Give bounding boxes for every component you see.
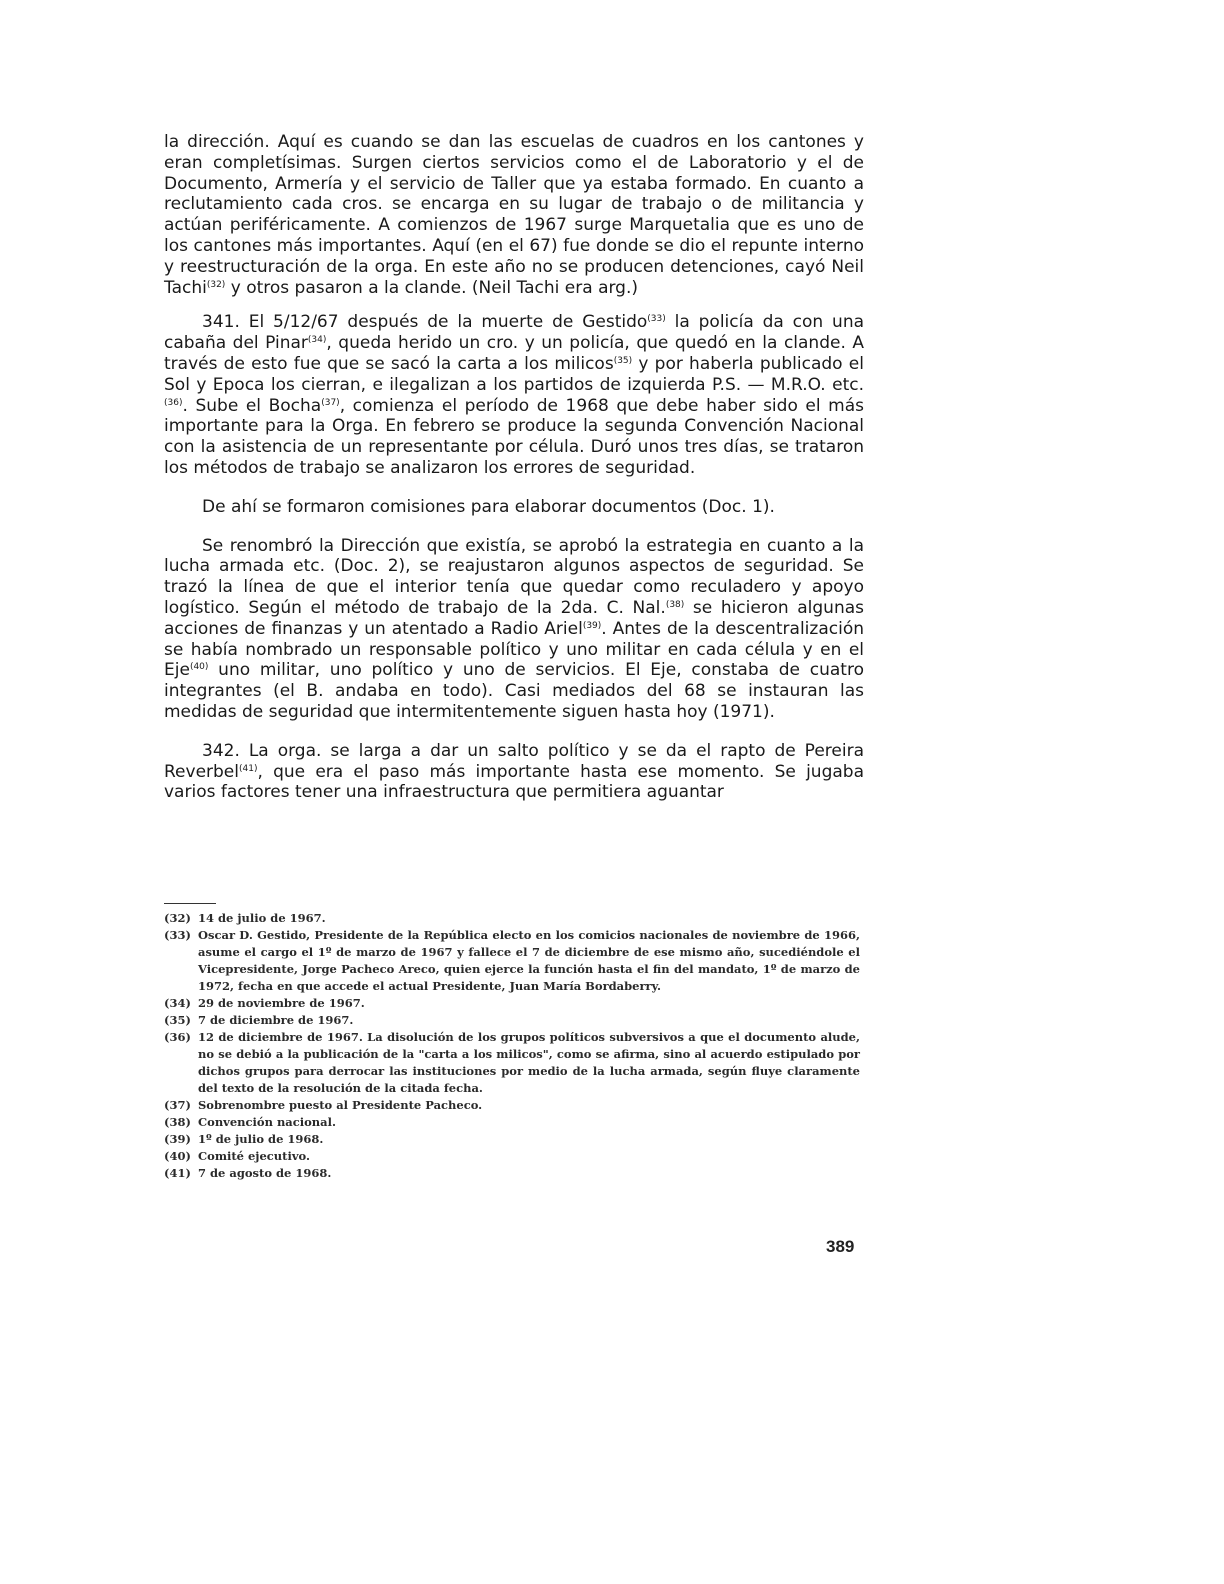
paragraph-341: 341. El 5/12/67 después de la muerte de Gestido$^{(33)}$ la policía da con una cabaña del Pinar$^{(34)}$, queda herido un cro. y un policía, que quedó en la clande. A través de esto fue que se sacó la carta a los milicos$^{(35)}$ y por haberla publicado el Sol y Epoca los cierran, e ilegalizan a los partidos de izquierda P.S. — M.R.O. etc.$^{(36)}$. Sube el Bocha$^{(37)}$, comienza el período de 1968 que debe haber sido el más importante para la Orga. En febrero se produce la segunda Convención Nacional con la asistencia de un representante por célula. Duró unos tres días, se trataron los métodos de trabajo se analizaron los errores de seguridad. — [164, 312, 865, 478]
footnote-ref: (34) — [307, 335, 327, 346]
footnote: (36) 12 de diciembre de 1967. La disolución de los grupos políticos subversivos a que el documento alude, no se debió a la publicación de la "carta a los milicos", como se afirma, sino al acuerdo estipulado por dichos grupos para derrocar las instituciones por medio de la lucha armada, según fluye claramente del texto de la resolución de la citada fecha. — [164, 1030, 860, 1095]
footnote: (40) Comité ejecutivo. — [164, 1149, 310, 1163]
footnote: (35) 7 de diciembre de 1967. — [164, 1013, 354, 1027]
footnote-ref: (40) — [189, 662, 209, 673]
footnote-divider — [164, 903, 216, 904]
footnote: (38) Convención nacional. — [164, 1115, 336, 1129]
footnote-ref: (36) — [164, 397, 183, 408]
footnote: (37) Sobrenombre puesto al Presidente Pacheco. — [164, 1098, 483, 1112]
paragraph: Se renombró la Dirección que existía, se aprobó la estrategia en cuanto a la lucha armada etc. (Doc. 2), se reajustaron algunos aspectos de seguridad. Se trazó la línea de que el interior tenía que quedar como reculadero y apoyo logístico. Según el método de trabajo de la 2da. C. Nal.$^{(38)}$ se hicieron algunas acciones de finanzas y un atentado a Radio Ariel$^{(39)}$. Antes de la descentralización se había nombrado un responsable político y uno militar en cada célula y en el Eje$^{(40)}$ uno militar, uno político y uno de servicios. El Eje, constaba de cuatro integrantes (el B. andaba en todo). Casi mediados del 68 se instauran las medidas de seguridad que intermitentemente siguen hasta hoy (1971). — [164, 535, 864, 722]
footnotes — [164, 910, 860, 1182]
footnote: (33) Oscar D. Gestido, Presidente de la República electo en los comicios nacionales de noviembre de 1966, asume el cargo el 1º de marzo de 1967 y fallece el 7 de diciembre de ese mismo año, sucediéndole el Vicepresidente, Jorge Pacheco Areco, quien ejerce la función hasta el fin del mandato, 1º de marzo de 1972, fecha en que accede el actual Presidente, Juan María Bordaberry. — [164, 928, 860, 993]
footnote-ref: (32) — [206, 279, 226, 290]
paragraph: De ahí se formaron comisiones para elaborar documentos (Doc. 1). — [202, 496, 775, 517]
footnote: (32) 14 de julio de 1967. — [164, 911, 326, 925]
footnote: (34) 29 de noviembre de 1967. — [164, 996, 365, 1010]
paragraph-342: 342. La orga. se larga a dar un salto político y se da el rapto de Pereira Reverbel$^{(41)}$, que era el paso más importante hasta ese momento. Se jugaba varios factores tener una infraestructura que permitiera aguantar — [164, 740, 864, 803]
main-text — [164, 132, 864, 803]
footnote: (41) 7 de agosto de 1968. — [164, 1166, 332, 1180]
page-number: 389 — [826, 1237, 855, 1256]
footnote-ref: (41) — [239, 763, 258, 774]
footnote: (39) 1º de julio de 1968. — [164, 1132, 324, 1146]
paragraph: la dirección. Aquí es cuando se dan las escuelas de cuadros en los cantones y eran completísimas. Surgen ciertos servicios como el de Laboratorio y el de Documento, Armería y el servicio de Taller que ya estaba formado. En cuanto a reclutamiento cada cros. se encarga en su lugar de trabajo o de militancia y actúan periféricamente. A comienzos de 1967 surge Marquetalia que es uno de los cantones más importantes. Aquí (en el 67) fue donde se dio el repunte interno y reestructuración de la orga. En este año no se producen detenciones, cayó Neil Tachi$^{(32)}$ y otros pasaron a la clande. (Neil Tachi era arg.) — [164, 132, 864, 298]
footnote-ref: (38) — [665, 599, 685, 610]
footnote-ref: (35) — [613, 355, 633, 366]
footnote-ref: (39) — [582, 620, 602, 631]
footnote-ref: (33) — [647, 314, 666, 325]
footnote-ref: (37) — [321, 397, 340, 408]
